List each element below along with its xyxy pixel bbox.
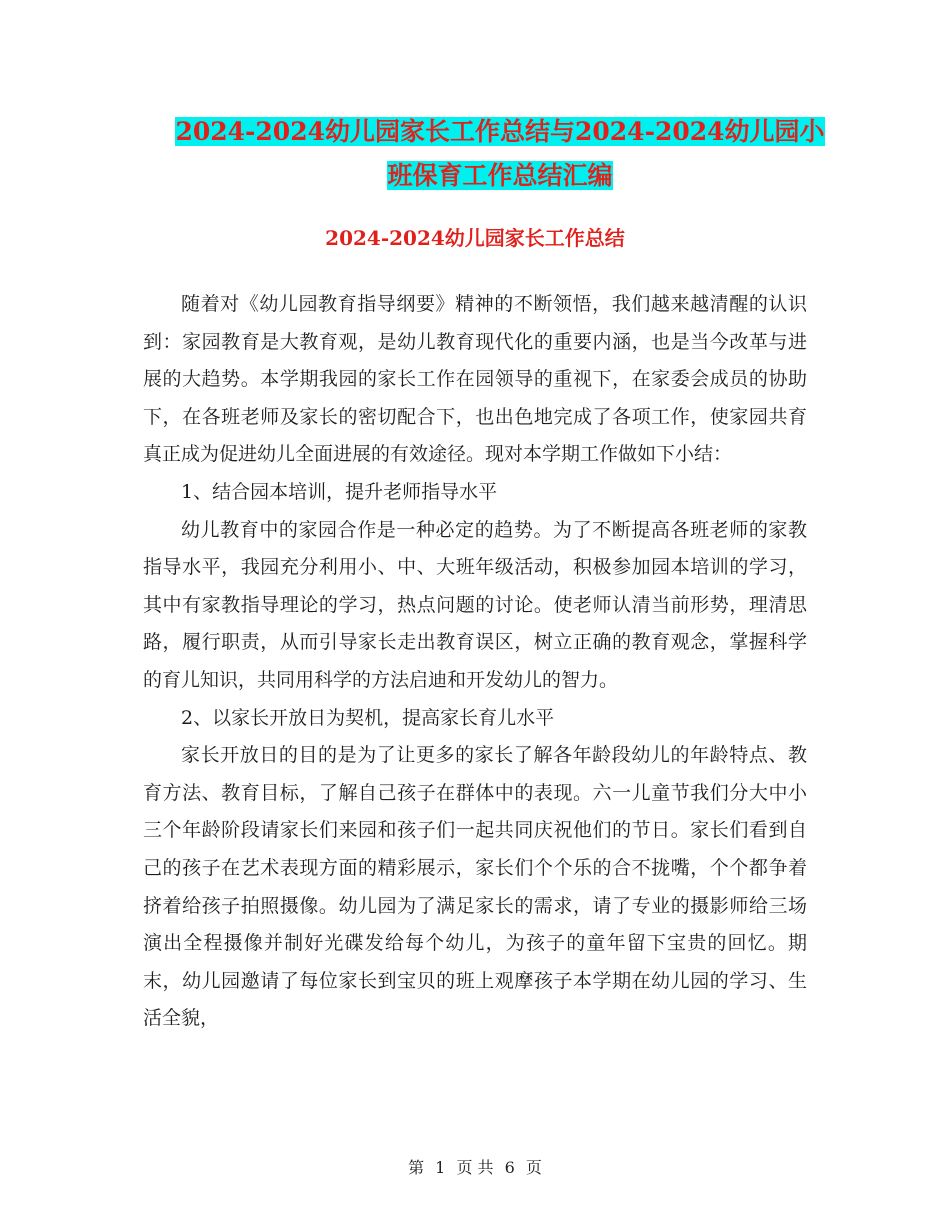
section-title: 2024-2024幼儿园家长工作总结 xyxy=(325,226,625,250)
document-title-line1: 2024-2024幼儿园家长工作总结与2024-2024幼儿园小 xyxy=(175,117,825,146)
paragraph-item-1: 幼儿教育中的家园合作是一种必定的趋势。为了不断提高各班老师的家教指导水平，我园充分利用小、中、大班年级活动，积极参加园本培训的学习，其中有家教指导理论的学习，热点问题的讨论。使老师认清当前形势，理清思路，履行职责，从而引导家长走出教育误区，树立正确的教育观念，掌握科学的育儿知识，共同用科学的方法启迪和开发幼儿的智力。 xyxy=(143,518,807,691)
heading-item-2: 2、以家长开放日为契机，提高家长育儿水平 xyxy=(181,706,555,729)
footer-mid: 页 共 xyxy=(456,1158,494,1177)
footer-page-number: 1 xyxy=(435,1158,446,1177)
footer-suffix: 页 xyxy=(525,1158,542,1177)
paragraph-intro: 随着对《幼儿园教育指导纲要》精神的不断领悟，我们越来越清醒的认识到：家园教育是大教育观，是幼儿教育现代化的重要内涵，也是当今改革与进展的大趋势。本学期我园的家长工作在园领导的重视下，在家委会成员的协助下，在各班老师及家长的密切配合下，也出色地完成了各项工作，使家园共育真正成为促进幼儿全面进展的有效途径。现对本学期工作做如下小结： xyxy=(143,293,807,466)
footer-total-pages: 6 xyxy=(504,1158,515,1177)
footer-prefix: 第 xyxy=(408,1158,425,1177)
heading-item-1: 1、结合园本培训，提升老师指导水平 xyxy=(181,480,498,503)
document-title-line2: 班保育工作总结汇编 xyxy=(387,161,613,190)
paragraph-item-2: 家长开放日的目的是为了让更多的家长了解各年龄段幼儿的年龄特点、教育方法、教育目标，了解自己孩子在群体中的表现。六一儿童节我们分大中小三个年龄阶段请家长们来园和孩子们一起共同庆祝他们的节日。家长们看到自己的孩子在艺术表现方面的精彩展示，家长们个个乐的合不拢嘴，个个都争着挤着给孩子拍照摄像。幼儿园为了满足家长的需求，请了专业的摄影师给三场演出全程摄像并制好光碟发给每个幼儿，为孩子的童年留下宝贵的回忆。期末，幼儿园邀请了每位家长到宝贝的班上观摩孩子本学期在幼儿园的学习、生活全貌， xyxy=(143,744,807,1030)
document-body xyxy=(143,286,807,1038)
page-footer xyxy=(0,1155,950,1178)
document-title xyxy=(130,110,870,198)
